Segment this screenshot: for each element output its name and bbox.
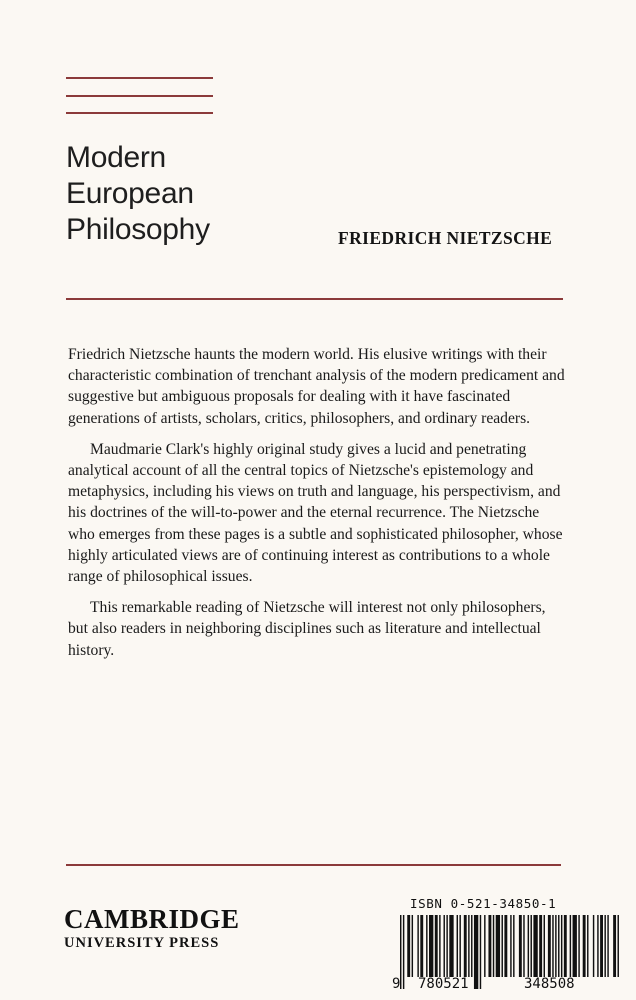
blurb-paragraph-3: This remarkable reading of Nietzsche will interest not only philosophers, but also readers in neighboring disciplines such as literature and intellectual history. (68, 599, 546, 659)
barcode-bar (457, 915, 458, 977)
barcode-bar (403, 915, 404, 989)
barcode-bar (446, 915, 447, 977)
ean-left-digits: 780521 (418, 976, 469, 992)
footer-divider (66, 864, 561, 866)
barcode-bar (618, 915, 619, 977)
barcode-bar (533, 915, 537, 977)
barcode-bar (587, 915, 588, 977)
barcode-bar (493, 915, 494, 977)
barcode-bar (464, 915, 467, 977)
barcode-bar (548, 915, 551, 977)
barcode-bar (519, 915, 522, 977)
barcode-bar (459, 915, 460, 977)
barcode-bar (480, 915, 481, 989)
barcode-bar (435, 915, 438, 977)
barcode-bar (488, 915, 491, 977)
barcode-bar (564, 915, 567, 977)
series-line-1: Modern (66, 141, 166, 174)
barcode-bar (412, 915, 413, 977)
barcode-bar (613, 915, 616, 977)
barcode-bar (578, 915, 579, 977)
barcode-bar (444, 915, 445, 977)
top-rule-2 (66, 95, 213, 97)
barcode-bar (604, 915, 605, 977)
isbn-label: ISBN 0-521-34850-1 (410, 896, 557, 911)
barcode-bar (429, 915, 433, 977)
barcode-bar (471, 915, 472, 977)
barcode-bar (544, 915, 545, 977)
barcode-bar (570, 915, 571, 977)
barcode-bar (600, 915, 603, 977)
barcode-bar (607, 915, 608, 977)
barcode-bar (439, 915, 440, 977)
barcode-bar (531, 915, 532, 977)
series-line-2: European (66, 177, 194, 210)
barcode-bar (539, 915, 542, 977)
barcode-bar (417, 915, 418, 977)
publisher-subname: UNIVERSITY PRESS (64, 935, 220, 951)
publisher-name: CAMBRIDGE (64, 904, 240, 934)
barcode-bar (513, 915, 514, 977)
barcode-bar (449, 915, 453, 977)
blurb-paragraph-1: Friedrich Nietzsche haunts the modern world. His elusive writings with their characteristic combination of trenchant analysis of the modern predicament and suggestive but ambiguous proposals for dealing with it have fascinated generations of artists, scholars, critics, philosophers, and ordinary readers. (68, 346, 565, 427)
barcode-bar (496, 915, 500, 977)
barcode-bar (597, 915, 598, 977)
barcode-bar (573, 915, 577, 977)
barcode-bar (510, 915, 511, 977)
blurb-paragraph-2: Maudmarie Clark's highly original study gives a lucid and penetrating analytical account of all the central topics of Nietzsche's epistemology and metaphysics, including his views on truth and language, his perspectivism, and his doctrines of the will-to-power and the eternal recurrence. The Nietzsche who emerges from these pages is a subtle and sophisticated philosopher, whose highly articulated views are of continuing interest as contributions to a whole range of philosophical issues. (68, 440, 563, 586)
series-line-3: Philosophy (66, 213, 210, 246)
author-name: FRIEDRICH NIETZSCHE (338, 228, 553, 248)
barcode-bar (583, 915, 586, 977)
barcode-bar (407, 915, 410, 977)
header-divider (66, 298, 563, 300)
barcode-bar (528, 915, 529, 977)
publisher-logo (64, 905, 240, 952)
barcode-bar (484, 915, 485, 977)
top-rule-1 (66, 77, 213, 79)
barcode-bar (523, 915, 524, 977)
barcode-bar (468, 915, 469, 977)
barcode-bar (474, 915, 478, 989)
barcode-bar (552, 915, 553, 977)
barcode-bar (420, 915, 423, 977)
back-cover-blurb (68, 344, 568, 671)
barcode-bar (426, 915, 427, 977)
barcode-bar (504, 915, 507, 977)
top-rule-3 (66, 112, 213, 114)
barcode-bar (593, 915, 594, 977)
barcode-bar (502, 915, 503, 977)
barcode (392, 915, 621, 992)
ean-lead-digit: 9 (392, 976, 401, 992)
barcode-bar (561, 915, 562, 977)
series-title (66, 140, 210, 248)
ean-right-digits: 348508 (524, 976, 575, 992)
